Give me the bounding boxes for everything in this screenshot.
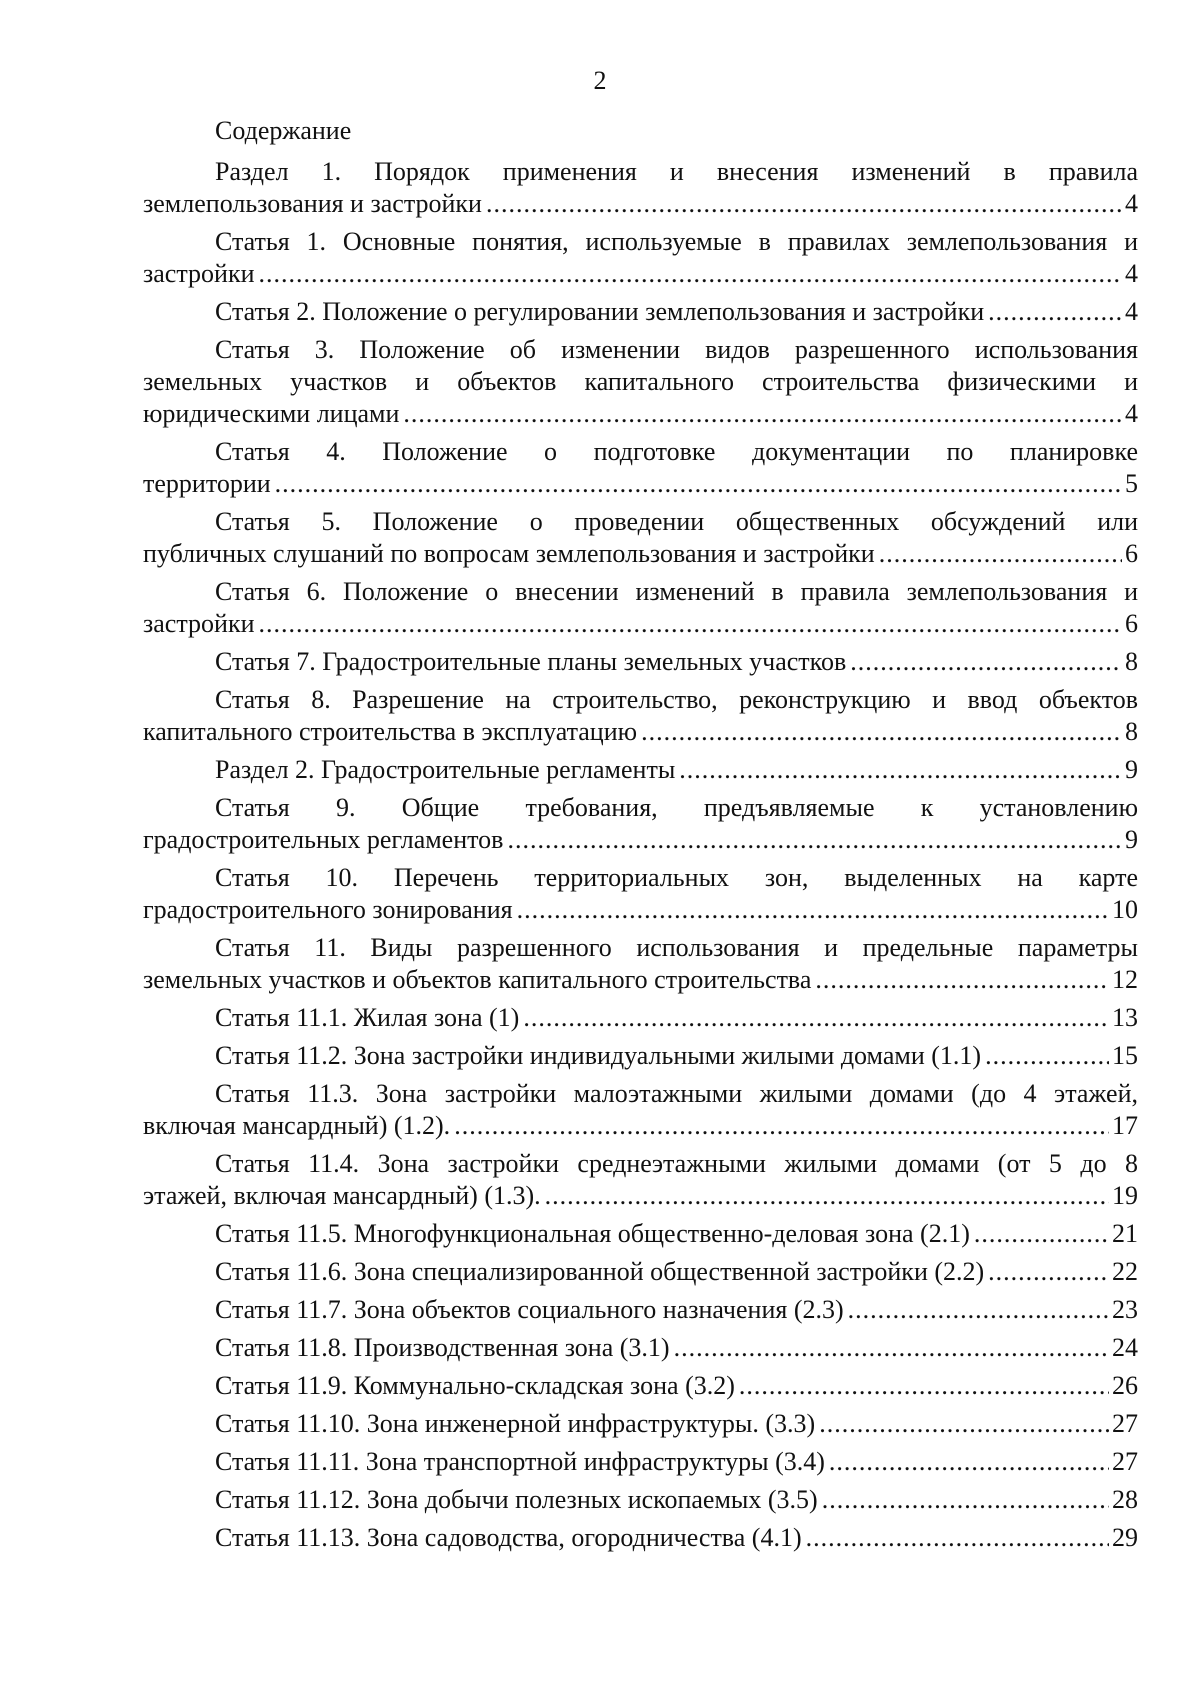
toc-entry-title: Статья 7. Градостроительные планы земельных участков: [215, 647, 847, 676]
toc-entry-page-number: 8: [1125, 647, 1138, 676]
toc-entry-text-line: земельных участков и объектов капитального строительства физическими и: [143, 367, 1138, 396]
toc-entry-last-line: [143, 754, 1138, 786]
toc-entry-title: землепользования и застройки: [143, 189, 482, 218]
toc-dot-leader: [403, 398, 1122, 430]
toc-entry-last-line: [143, 258, 1138, 290]
toc-entry-page-number: 27: [1112, 1447, 1138, 1476]
toc-entry-text-line: Статья 11.4. Зона застройки среднеэтажными жилыми домами (от 5 до 8: [215, 1149, 1138, 1178]
toc-entry-title: застройки: [143, 609, 255, 638]
toc-entry-title: Статья 11.7. Зона объектов социального назначения (2.3): [215, 1295, 844, 1324]
toc-entry-last-line: [143, 1522, 1138, 1554]
toc-entry-last-line: [143, 1370, 1138, 1402]
toc-dot-leader: [815, 964, 1109, 996]
toc-entry-page-number: 13: [1112, 1003, 1138, 1032]
toc-entry-title: Статья 11.2. Зона застройки индивидуальными жилыми домами (1.1): [215, 1041, 982, 1070]
toc-dot-leader: [641, 716, 1122, 748]
toc-entry-last-line: [143, 1256, 1138, 1288]
toc-entry: [143, 1522, 1138, 1554]
table-of-contents: [143, 114, 1138, 1554]
toc-entry-text-line: Статья 10. Перечень территориальных зон, выделенных на карте: [215, 863, 1138, 892]
toc-entry-last-line: [143, 1218, 1138, 1250]
toc-entry-title: Статья 11.8. Производственная зона (3.1): [215, 1333, 670, 1362]
toc-dot-leader: [988, 1256, 1109, 1288]
toc-entry-page-number: 10: [1112, 895, 1138, 924]
toc-entry-text-line: Статья 11.3. Зона застройки малоэтажными жилыми домами (до 4 этажей,: [215, 1079, 1138, 1108]
toc-entry-last-line: [143, 1294, 1138, 1326]
toc-dot-leader: [454, 1110, 1109, 1142]
toc-dot-leader: [674, 1332, 1109, 1364]
toc-entry-last-line: [143, 468, 1138, 500]
toc-entry-last-line: [143, 1446, 1138, 1478]
toc-entry-title: Статья 11.6. Зона специализированной общественной застройки (2.2): [215, 1257, 985, 1286]
toc-entry: [143, 506, 1138, 570]
toc-dot-leader: [275, 468, 1122, 500]
toc-entry: [143, 1148, 1138, 1212]
toc-dot-leader: [259, 258, 1123, 290]
toc-entry-page-number: 6: [1125, 539, 1138, 568]
toc-dot-leader: [988, 296, 1122, 328]
toc-entry-title: градостроительных регламентов: [143, 825, 504, 854]
toc-entry: [143, 156, 1138, 220]
toc-entry-last-line: [143, 188, 1138, 220]
toc-entry-page-number: 29: [1112, 1523, 1138, 1552]
toc-entry-page-number: 26: [1112, 1371, 1138, 1400]
toc-entry: [143, 862, 1138, 926]
toc-entry: [143, 1078, 1138, 1142]
toc-entry-last-line: [143, 398, 1138, 430]
toc-entry-last-line: [143, 1408, 1138, 1440]
toc-entry-title: Статья 11.5. Многофункциональная общественно-деловая зона (2.1): [215, 1219, 970, 1248]
toc-entry-last-line: [143, 716, 1138, 748]
toc-entry: [143, 1002, 1138, 1034]
toc-entry-last-line: [143, 1040, 1138, 1072]
toc-entry-title: градостроительного зонирования: [143, 895, 513, 924]
toc-entry-page-number: 12: [1112, 965, 1138, 994]
toc-dot-leader: [679, 754, 1122, 786]
toc-dot-leader: [829, 1446, 1109, 1478]
toc-entry-last-line: [143, 1002, 1138, 1034]
toc-entry-title: Статья 2. Положение о регулировании землепользования и застройки: [215, 297, 985, 326]
toc-entry-text-line: Статья 6. Положение о внесении изменений в правила землепользования и: [215, 577, 1138, 606]
toc-dot-leader: [806, 1522, 1109, 1554]
toc-entry: [143, 646, 1138, 678]
toc-entry: [143, 754, 1138, 786]
toc-entry-page-number: 8: [1125, 717, 1138, 746]
toc-entry-text-line: Статья 3. Положение об изменении видов разрешенного использования: [215, 335, 1138, 364]
toc-entry: [143, 932, 1138, 996]
toc-entry-title: Статья 11.1. Жилая зона (1): [215, 1003, 520, 1032]
toc-dot-leader: [879, 538, 1122, 570]
toc-entry: [143, 1294, 1138, 1326]
toc-entry-text-line: Раздел 1. Порядок применения и внесения изменений в правила: [215, 157, 1138, 186]
page-number: 2: [593, 66, 607, 95]
toc-dot-leader: [545, 1180, 1109, 1212]
toc-entry-page-number: 9: [1125, 755, 1138, 784]
toc-entry-title: Раздел 2. Градостроительные регламенты: [215, 755, 676, 784]
toc-entry-last-line: [143, 296, 1138, 328]
toc-entry: [143, 1256, 1138, 1288]
toc-entry-text-line: Статья 5. Положение о проведении общественных обсуждений или: [215, 507, 1138, 536]
toc-entry-page-number: 19: [1112, 1181, 1138, 1210]
toc-entry-page-number: 9: [1125, 825, 1138, 854]
toc-dot-leader: [739, 1370, 1109, 1402]
toc-entry: [143, 792, 1138, 856]
toc-entry-page-number: 5: [1125, 469, 1138, 498]
toc-entry-title: этажей, включая мансардный) (1.3).: [143, 1181, 541, 1210]
toc-entry-page-number: 6: [1125, 609, 1138, 638]
toc-dot-leader: [985, 1040, 1109, 1072]
toc-entry-page-number: 17: [1112, 1111, 1138, 1140]
toc-entry: [143, 226, 1138, 290]
toc-entry-title: земельных участков и объектов капитального строительства: [143, 965, 812, 994]
toc-heading: Содержание: [215, 116, 352, 145]
toc-entry-title: юридическими лицами: [143, 399, 400, 428]
toc-entry-text-line: Статья 9. Общие требования, предъявляемые к установлению: [215, 793, 1138, 822]
toc-entry-title: застройки: [143, 259, 255, 288]
toc-entry-title: Статья 11.10. Зона инженерной инфраструктуры. (3.3): [215, 1409, 816, 1438]
toc-dot-leader: [822, 1484, 1109, 1516]
toc-entry-last-line: [143, 894, 1138, 926]
toc-entry: [143, 1484, 1138, 1516]
toc-entry-last-line: [143, 1484, 1138, 1516]
toc-dot-leader: [819, 1408, 1109, 1440]
toc-entry-title: Статья 11.13. Зона садоводства, огородничества (4.1): [215, 1523, 802, 1552]
toc-entry-page-number: 24: [1112, 1333, 1138, 1362]
toc-entry-page-number: 22: [1112, 1257, 1138, 1286]
toc-entry-page-number: 15: [1112, 1041, 1138, 1070]
toc-entry-page-number: 4: [1125, 259, 1138, 288]
toc-entry-text-line: Статья 4. Положение о подготовке документации по планировке: [215, 437, 1138, 466]
toc-entry-title: Статья 11.12. Зона добычи полезных ископаемых (3.5): [215, 1485, 818, 1514]
toc-entry: [143, 1332, 1138, 1364]
toc-entry-last-line: [143, 964, 1138, 996]
toc-entry-title: территории: [143, 469, 271, 498]
toc-entry-last-line: [143, 538, 1138, 570]
toc-entry-title: капитального строительства в эксплуатацию: [143, 717, 638, 746]
toc-entry-title: Статья 11.11. Зона транспортной инфраструктуры (3.4): [215, 1447, 825, 1476]
toc-entry-last-line: [143, 1332, 1138, 1364]
toc-entry-title: Статья 11.9. Коммунально-складская зона (3.2): [215, 1371, 735, 1400]
toc-entry-page-number: 27: [1112, 1409, 1138, 1438]
toc-entry: [143, 1446, 1138, 1478]
toc-entry-page-number: 4: [1125, 297, 1138, 326]
toc-dot-leader: [517, 894, 1109, 926]
toc-entry: [143, 1370, 1138, 1402]
toc-entry-page-number: 21: [1112, 1219, 1138, 1248]
toc-entry: [143, 1408, 1138, 1440]
toc-entry-page-number: 4: [1125, 189, 1138, 218]
toc-entry-text-line: Статья 8. Разрешение на строительство, реконструкцию и ввод объектов: [215, 685, 1138, 714]
toc-dot-leader: [523, 1002, 1109, 1034]
toc-entry-text-line: Статья 1. Основные понятия, используемые в правилах землепользования и: [215, 227, 1138, 256]
toc-dot-leader: [850, 646, 1122, 678]
toc-dot-leader: [848, 1294, 1109, 1326]
toc-dot-leader: [507, 824, 1122, 856]
toc-entry-text-line: Статья 11. Виды разрешенного использования и предельные параметры: [215, 933, 1138, 962]
toc-entry-title: публичных слушаний по вопросам землепользования и застройки: [143, 539, 875, 568]
toc-entry-last-line: [143, 608, 1138, 640]
toc-entry-page-number: 28: [1112, 1485, 1138, 1514]
toc-entry: [143, 296, 1138, 328]
toc-entry-last-line: [143, 1180, 1138, 1212]
toc-entry-last-line: [143, 646, 1138, 678]
toc-entry-title: включая мансардный) (1.2).: [143, 1111, 451, 1140]
toc-entry: [143, 684, 1138, 748]
toc-entry-last-line: [143, 824, 1138, 856]
toc-entry-list: [143, 156, 1138, 1554]
toc-entry-page-number: 4: [1125, 399, 1138, 428]
toc-entry: [143, 1218, 1138, 1250]
toc-dot-leader: [486, 188, 1122, 220]
toc-entry: [143, 1040, 1138, 1072]
toc-entry: [143, 334, 1138, 430]
toc-entry-page-number: 23: [1112, 1295, 1138, 1324]
toc-entry-last-line: [143, 1110, 1138, 1142]
toc-entry: [143, 576, 1138, 640]
toc-entry: [143, 436, 1138, 500]
toc-dot-leader: [259, 608, 1123, 640]
toc-dot-leader: [974, 1218, 1109, 1250]
